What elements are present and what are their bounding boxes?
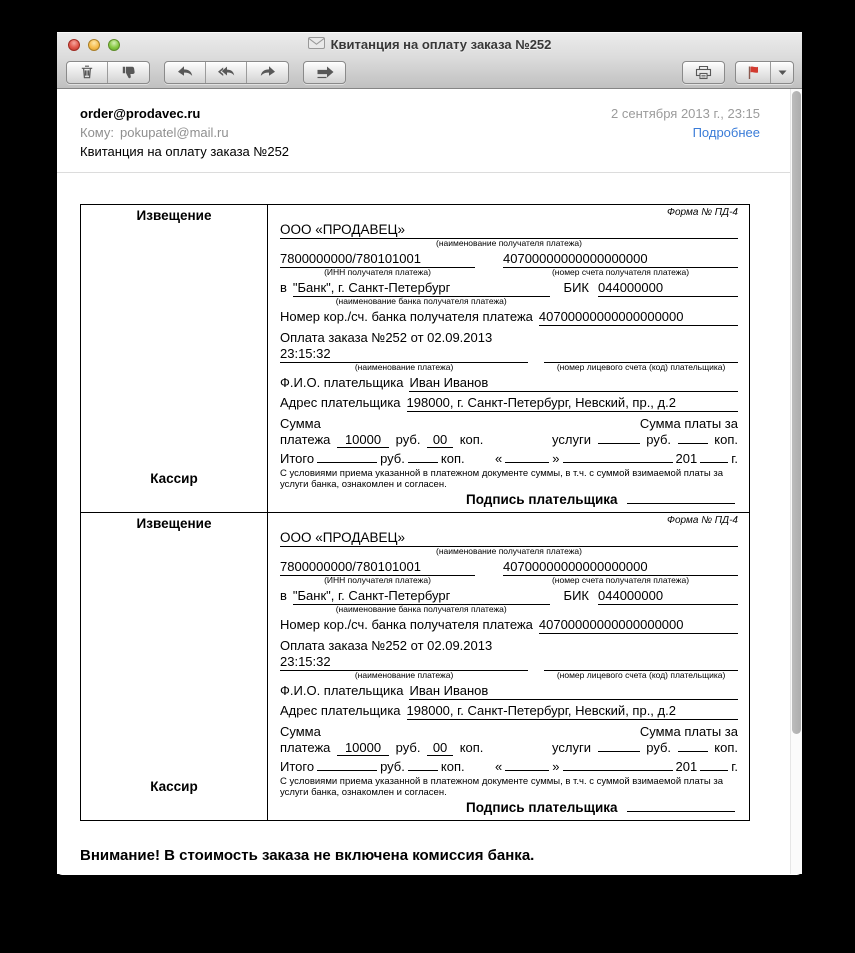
message-content (57, 89, 802, 941)
fee-rub-blank (598, 432, 640, 444)
scrollbar-thumb[interactable] (792, 91, 801, 734)
payer-name-label: Ф.И.О. плательщика (280, 375, 404, 390)
payer-address-label: Адрес плательщика (280, 703, 401, 718)
day-blank (505, 759, 549, 771)
payer-address-label: Адрес плательщика (280, 395, 401, 410)
in-label: в (280, 588, 287, 603)
signature-blank (627, 800, 735, 812)
notice-label: Извещение (136, 208, 212, 223)
personal-account-field: (номер лицевого счета (код) плательщика) (544, 346, 738, 372)
total-rub-blank (317, 759, 377, 771)
service-fee-sum: Сумма платы за услуги руб. коп. (552, 416, 738, 447)
payment-step-1 (104, 905, 716, 943)
total-row: Итого руб. коп. « » 201 г. (280, 759, 738, 774)
receipt-fields-column (268, 205, 749, 512)
account-field: 40700000000000000000 (номер счета получателя платежа) (503, 559, 738, 585)
signature-row (280, 800, 738, 815)
fee-rub-blank (598, 740, 640, 752)
sum-kop-value: 00 (427, 433, 453, 448)
in-label: в (280, 280, 287, 295)
message-subject: Квитанция на оплату заказа №252 (80, 144, 290, 159)
agreement-text: С условиями приема указанной в платежном документе суммы, в т.ч. с суммой взимаемой платы за услуги банка, ознакомлен и согласен. (280, 468, 723, 490)
receipt-fields-column (268, 513, 749, 820)
month-blank (563, 759, 673, 771)
total-kop-blank (408, 451, 438, 463)
toolbar (57, 57, 802, 89)
bank-name-field: "Банк", г. Санкт-Петербург (наименование банка получателя платежа) (293, 588, 550, 614)
junk-button[interactable] (108, 62, 149, 83)
redirect-arrow-icon (316, 65, 334, 79)
flag-menu-button[interactable] (771, 62, 793, 83)
recipient-line (80, 125, 229, 140)
flag-button[interactable] (736, 62, 771, 83)
window-chrome (57, 32, 802, 89)
details-link[interactable]: Подробнее (692, 125, 760, 140)
corr-account-label: Номер кор./сч. банка получателя платежа (280, 617, 533, 632)
bik-field: 044000000 (598, 280, 738, 297)
corr-account-field: 40700000000000000000 (539, 309, 738, 326)
fee-kop-blank (678, 740, 708, 752)
payer-address-field: 198000, г. Санкт-Петербург, Невский, пр., д.2 (407, 395, 738, 412)
reply-group (164, 61, 289, 84)
step-number: 1. (104, 907, 116, 922)
bik-label: БИК (563, 280, 589, 295)
account-field: 40700000000000000000 (номер счета получателя платежа) (503, 251, 738, 277)
sum-row (280, 416, 738, 448)
bik-field: 044000000 (598, 588, 738, 605)
chevron-down-icon (778, 69, 787, 76)
to-label: Кому: (80, 125, 114, 140)
header-separator (57, 172, 802, 173)
payment-sum: Сумма платежа 10000 руб. 00 коп. (280, 416, 484, 447)
form-number: Форма № ПД-4 (667, 207, 738, 218)
print-group (682, 61, 725, 84)
cashier-label: Кассир (150, 471, 198, 486)
personal-account-field: (номер лицевого счета (код) плательщика) (544, 654, 738, 680)
total-row: Итого руб. коп. « » 201 г. (280, 451, 738, 466)
close-button[interactable] (68, 39, 80, 51)
forward-arrow-icon (259, 65, 276, 79)
reply-all-button[interactable] (206, 62, 247, 83)
notice-label: Извещение (136, 516, 212, 531)
payer-name-label: Ф.И.О. плательщика (280, 683, 404, 698)
sum-rub-value: 10000 (337, 433, 389, 448)
fee-kop-blank (678, 432, 708, 444)
titlebar (57, 32, 802, 57)
inn-field: 7800000000/780101001 (ИНН получателя платежа) (280, 251, 475, 277)
payee-name-caption: (наименование получателя платежа) (436, 546, 582, 556)
bik-label: БИК (563, 588, 589, 603)
inn-field: 7800000000/780101001 (ИНН получателя платежа) (280, 559, 475, 585)
payee-name-caption: (наименование получателя платежа) (436, 238, 582, 248)
receipt-left-column (81, 513, 268, 820)
total-kop-blank (408, 759, 438, 771)
corr-account-label: Номер кор./сч. банка получателя платежа (280, 309, 533, 324)
flag-icon (746, 65, 760, 80)
payment-method-title: Метод оплаты: (80, 875, 192, 892)
window-title: Квитанция на оплату заказа №252 (330, 37, 552, 52)
signature-row (280, 492, 738, 507)
zoom-button[interactable] (108, 39, 120, 51)
redirect-button[interactable] (304, 62, 345, 83)
receipt-section (81, 205, 749, 512)
delete-button[interactable] (67, 62, 108, 83)
message-date: 2 сентября 2013 г., 23:15 (611, 106, 760, 121)
reply-arrow-icon (177, 65, 194, 79)
payer-name-field: Иван Иванов (409, 375, 738, 392)
payment-name-line1: Оплата заказа №252 от 02.09.2013 (280, 638, 493, 653)
service-fee-sum: Сумма платы за услуги руб. коп. (552, 724, 738, 755)
payment-name-line1: Оплата заказа №252 от 02.09.2013 (280, 330, 493, 345)
mail-message-window (57, 32, 802, 941)
receipt-left-column (81, 205, 268, 512)
scrollbar-track[interactable] (790, 89, 802, 874)
payer-name-field: Иван Иванов (409, 683, 738, 700)
payer-address-field: 198000, г. Санкт-Петербург, Невский, пр., д.2 (407, 703, 738, 720)
trash-icon (79, 64, 95, 80)
reply-button[interactable] (165, 62, 206, 83)
envelope-icon (308, 36, 325, 54)
year-blank (700, 451, 728, 463)
step-text: Распечатайте квитанцию. Если у вас нет принтера, перепишите верхнюю часть квитанции и заполните по этому образцу стандартный бланк квитанции в вашем банке. (123, 907, 703, 941)
year-blank (700, 759, 728, 771)
signature-label: Подпись плательщика (466, 492, 618, 507)
flag-group (735, 61, 794, 84)
redirect-group (303, 61, 346, 84)
thumbs-down-icon (121, 64, 137, 80)
agreement-text: С условиями приема указанной в платежном документе суммы, в т.ч. с суммой взимаемой платы за услуги банка, ознакомлен и согласен. (280, 776, 723, 798)
signature-label: Подпись плательщика (466, 800, 618, 815)
bank-name-field: "Банк", г. Санкт-Петербург (наименование банка получателя платежа) (293, 280, 550, 306)
payee-name-field: ООО «ПРОДАВЕЦ» (280, 530, 738, 547)
corr-account-field: 40700000000000000000 (539, 617, 738, 634)
sum-kop-value: 00 (427, 741, 453, 756)
forward-button[interactable] (247, 62, 288, 83)
payee-name-field: ООО «ПРОДАВЕЦ» (280, 222, 738, 239)
day-blank (505, 451, 549, 463)
total-rub-blank (317, 451, 377, 463)
receipt-section (81, 512, 749, 820)
delete-junk-group (66, 61, 150, 84)
payment-name-field: 23:15:32 (наименование платежа) (280, 654, 528, 680)
cashier-label: Кассир (150, 779, 198, 794)
traffic-lights (68, 39, 120, 51)
sum-rub-value: 10000 (337, 741, 389, 756)
reply-all-arrow-icon (217, 65, 236, 79)
printer-icon (695, 65, 712, 80)
recipient-address[interactable]: pokupatel@mail.ru (120, 125, 229, 140)
bank-fee-warning: Внимание! В стоимость заказа не включена комиссия банка. (80, 847, 535, 864)
payment-sum: Сумма платежа 10000 руб. 00 коп. (280, 724, 484, 755)
sum-row (280, 724, 738, 756)
message-header (57, 89, 802, 159)
payment-name-field: 23:15:32 (наименование платежа) (280, 346, 528, 372)
month-blank (563, 451, 673, 463)
minimize-button[interactable] (88, 39, 100, 51)
form-number: Форма № ПД-4 (667, 515, 738, 526)
sender-address[interactable]: order@prodavec.ru (80, 106, 201, 121)
payment-receipt-form (80, 204, 750, 821)
print-button[interactable] (683, 62, 724, 83)
signature-blank (627, 492, 735, 504)
